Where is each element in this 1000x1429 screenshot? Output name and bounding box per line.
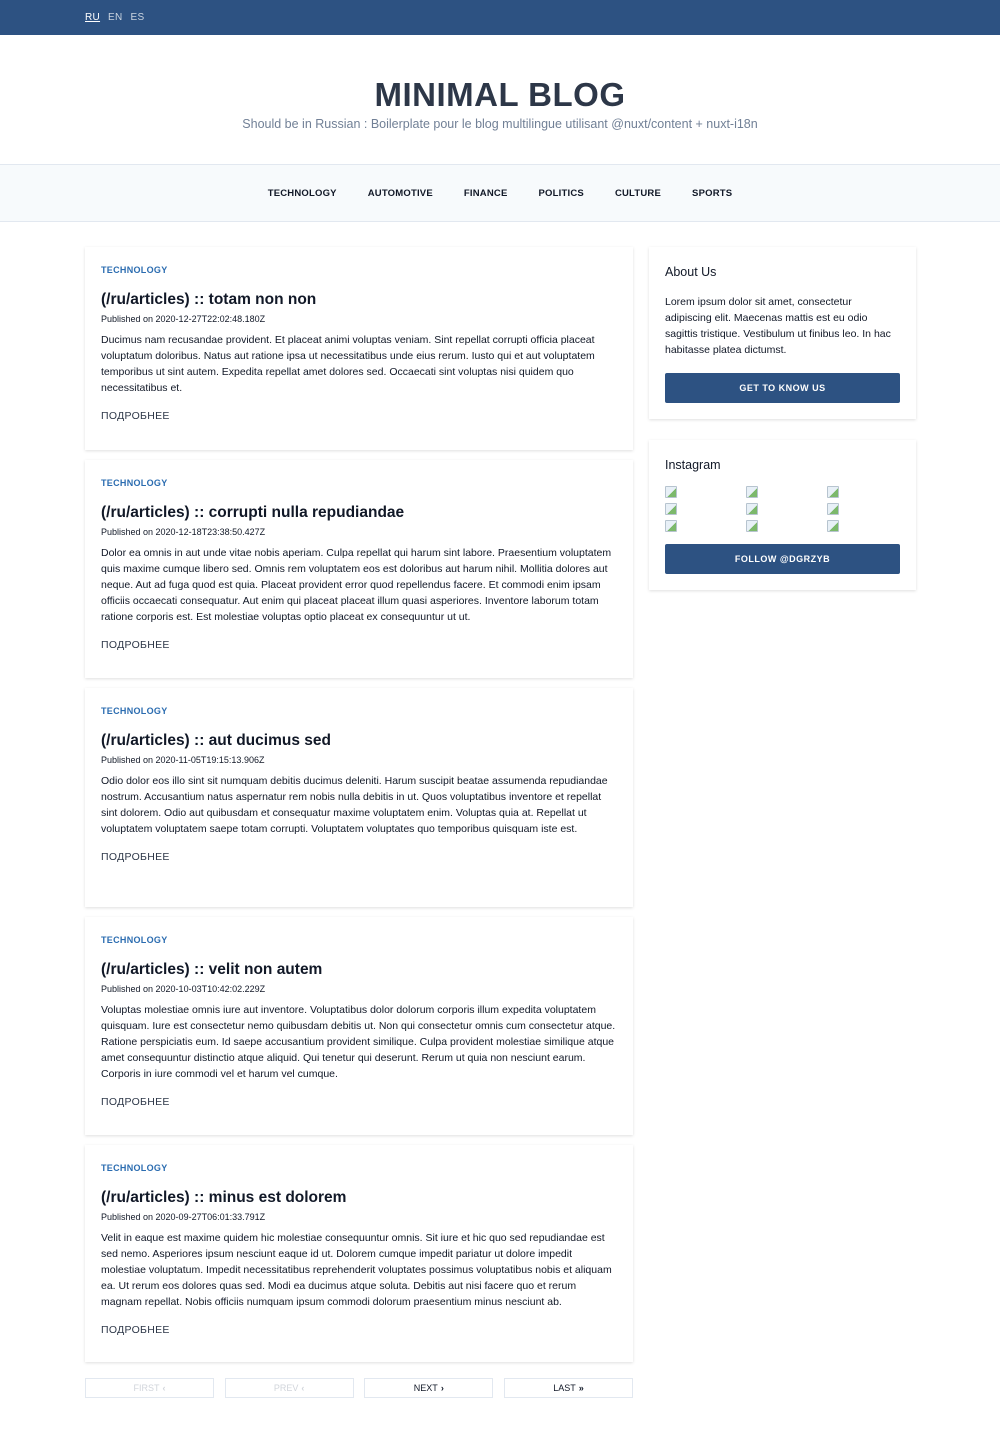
post-excerpt: Odio dolor eos illo sint sit numquam debitis ducimus deleniti. Harum suscipit beatae assumenda repudiandae nostrum. Accusantium natus aspernatur rem nobis nulla debitis in ut. Quos voluptatibus inventore et repellat sint dolorem. Odio aut quibusdam et consequatur maxime voluptatem enim. Voluptas quia at. Repellat ut voluptatem voluptatem saepe totam corrupti. Voluptatem voluptates quo temporibus quisquam iste est. xyxy=(101,775,608,835)
last-label: LAST xyxy=(553,1383,576,1393)
nav-technology[interactable]: TECHNOLOGY xyxy=(267,187,337,199)
broken-image-icon[interactable] xyxy=(746,503,758,515)
post-card xyxy=(85,917,633,1135)
read-more-link[interactable]: ПОДРОБНЕЕ xyxy=(101,1096,170,1108)
post-excerpt: Velit in eaque est maxime quidem hic molestiae consequuntur omnis. Sit iure et hic quo sed repudiandae est sed nemo. Asperiores ipsum nesciunt eaque id ut. Dolorem cumque impedit pariatur ut dolore impedit molestiae voluptatum. Impedit necessitatibus reprehenderit voluptates possimus voluptatibus nobis et aliquam ea. Ut rerum eos dolores quas sed. Modi ea ducimus atque soluta. Debitis aut nisi facere quo et rerum magnam repellat. Nobis officiis numquam ipsum commodi dolorum praesentium minus nesciunt ab. xyxy=(101,1232,612,1308)
post-category-link[interactable]: TECHNOLOGY xyxy=(101,1163,168,1173)
pagination xyxy=(85,1378,633,1398)
post-date: Published on 2020-09-27T06:01:33.791Z xyxy=(101,1212,266,1222)
post-category-link[interactable]: TECHNOLOGY xyxy=(101,935,168,945)
broken-image-icon[interactable] xyxy=(665,503,677,515)
post-card xyxy=(85,460,633,678)
post-excerpt: Dolor ea omnis in aut unde vitae nobis aperiam. Culpa repellat qui harum sint labore. Praesentium voluptatem quis maxime cumque libero sed. Omnis rem voluptatem eos est doloribus aut harum nihil. Mollitia dolores aut neque. Aut ad fuga quod est quia. Placeat provident error quod repellendus facere. Et commodi enim ipsam officiis occaecati consequatur. Aut enim qui placeat placeat illum quasi asperiores. Inventore laborum totam ratione corporis est. Est molestiae voluptas optio placeat ex consequuntur ut ut. xyxy=(101,547,612,623)
site-title[interactable]: MINIMAL BLOG xyxy=(374,76,626,113)
post-category-link[interactable]: TECHNOLOGY xyxy=(101,478,168,488)
post-category-link[interactable]: TECHNOLOGY xyxy=(101,265,168,275)
lang-en-link[interactable]: EN xyxy=(108,12,123,23)
broken-image-icon[interactable] xyxy=(746,486,758,498)
post-title[interactable]: (/ru/articles) :: minus est dolorem xyxy=(101,1189,347,1206)
lang-ru-link[interactable]: RU xyxy=(85,12,101,23)
prev-page-button[interactable] xyxy=(225,1378,354,1398)
nav-finance[interactable]: FINANCE xyxy=(463,187,508,199)
post-title[interactable]: (/ru/articles) :: corrupti nulla repudiandae xyxy=(101,504,405,521)
sidebar xyxy=(649,247,916,611)
about-title: About Us xyxy=(665,265,717,279)
lang-es-link[interactable]: ES xyxy=(130,12,145,23)
nav-automotive[interactable]: AUTOMOTIVE xyxy=(367,187,433,199)
post-title[interactable]: (/ru/articles) :: velit non autem xyxy=(101,961,323,978)
broken-image-icon[interactable] xyxy=(827,486,839,498)
next-label: NEXT xyxy=(413,1383,438,1393)
site-header xyxy=(0,35,1000,164)
category-nav xyxy=(0,164,1000,222)
broken-image-icon[interactable] xyxy=(665,520,677,532)
last-page-button[interactable] xyxy=(504,1378,633,1398)
post-date: Published on 2020-12-18T23:38:50.427Z xyxy=(101,527,266,537)
nav-culture[interactable]: CULTURE xyxy=(614,187,662,199)
broken-image-icon[interactable] xyxy=(827,503,839,515)
instagram-widget xyxy=(649,440,916,590)
language-bar xyxy=(0,0,1000,35)
instagram-title: Instagram xyxy=(665,458,721,472)
follow-instagram-button[interactable]: FOLLOW @DGRZYB xyxy=(665,544,900,574)
prev-label: PREV xyxy=(273,1383,299,1393)
read-more-link[interactable]: ПОДРОБНЕЕ xyxy=(101,639,170,651)
broken-image-icon[interactable] xyxy=(746,520,758,532)
about-text: Lorem ipsum dolor sit amet, consectetur adipiscing elit. Maecenas mattis est eu odio sagittis tristique. Vestibulum ut finibus leo. In hac habitasse platea dictumst. xyxy=(665,296,891,356)
chevron-right-icon: › xyxy=(440,1383,444,1393)
first-page-button[interactable] xyxy=(85,1378,214,1398)
first-label: FIRST xyxy=(133,1383,160,1393)
next-page-button[interactable] xyxy=(364,1378,493,1398)
about-widget xyxy=(649,247,916,419)
post-card xyxy=(85,1145,633,1362)
post-date: Published on 2020-11-05T19:15:13.906Z xyxy=(101,755,265,765)
read-more-link[interactable]: ПОДРОБНЕЕ xyxy=(101,851,170,863)
post-excerpt: Ducimus nam recusandae provident. Et placeat animi voluptas veniam. Sint repellat corrupti officia placeat voluptatum doloribus. Natus aut ratione ipsa ut necessitatibus unde eius rerum. Iusto qui et aut voluptatem temporibus ut sint autem. Expedita repellat amet dolores sed. Occaecati sint voluptas nisi quidem quo necessitatibus et. xyxy=(101,334,595,394)
get-to-know-us-button[interactable]: GET TO KNOW US xyxy=(665,373,900,403)
post-card xyxy=(85,688,633,907)
read-more-link[interactable]: ПОДРОБНЕЕ xyxy=(101,1324,170,1336)
broken-image-icon[interactable] xyxy=(827,520,839,532)
post-title[interactable]: (/ru/articles) :: aut ducimus sed xyxy=(101,732,331,749)
chevron-left-icon: ‹ xyxy=(301,1383,305,1393)
post-excerpt: Voluptas molestiae omnis iure aut inventore. Voluptatibus dolor dolorum corporis illum expedita voluptatem quisquam. Iure est consectetur nemo quibusdam debitis ut. Non qui consectetur omnis cum consectetur atque. Ratione perspiciatis eum. Id saepe accusantium provident similique. Culpa provident molestiae similique atque amet consequuntur distinctio atque aliquid. Qui tenetur qui deserunt. Rerum ut quia non nesciunt earum. Corporis in iure commodi vel et harum vel cumque. xyxy=(101,1004,616,1080)
chevron-left-icon: ‹ xyxy=(162,1383,166,1393)
post-date: Published on 2020-10-03T10:42:02.229Z xyxy=(101,984,266,994)
post-title[interactable]: (/ru/articles) :: totam non non xyxy=(101,291,317,308)
nav-politics[interactable]: POLITICS xyxy=(538,187,584,199)
broken-image-icon[interactable] xyxy=(665,486,677,498)
site-subtitle: Should be in Russian : Boilerplate pour le blog multilingue utilisant @nuxt/content + nuxt-i18n xyxy=(242,117,758,131)
double-chevron-right-icon: » xyxy=(578,1383,584,1393)
instagram-grid xyxy=(665,486,900,532)
post-list xyxy=(85,247,633,1372)
post-category-link[interactable]: TECHNOLOGY xyxy=(101,706,168,716)
read-more-link[interactable]: ПОДРОБНЕЕ xyxy=(101,410,170,422)
post-card xyxy=(85,247,633,450)
nav-sports[interactable]: SPORTS xyxy=(692,187,733,199)
post-date: Published on 2020-12-27T22:02:48.180Z xyxy=(101,314,266,324)
